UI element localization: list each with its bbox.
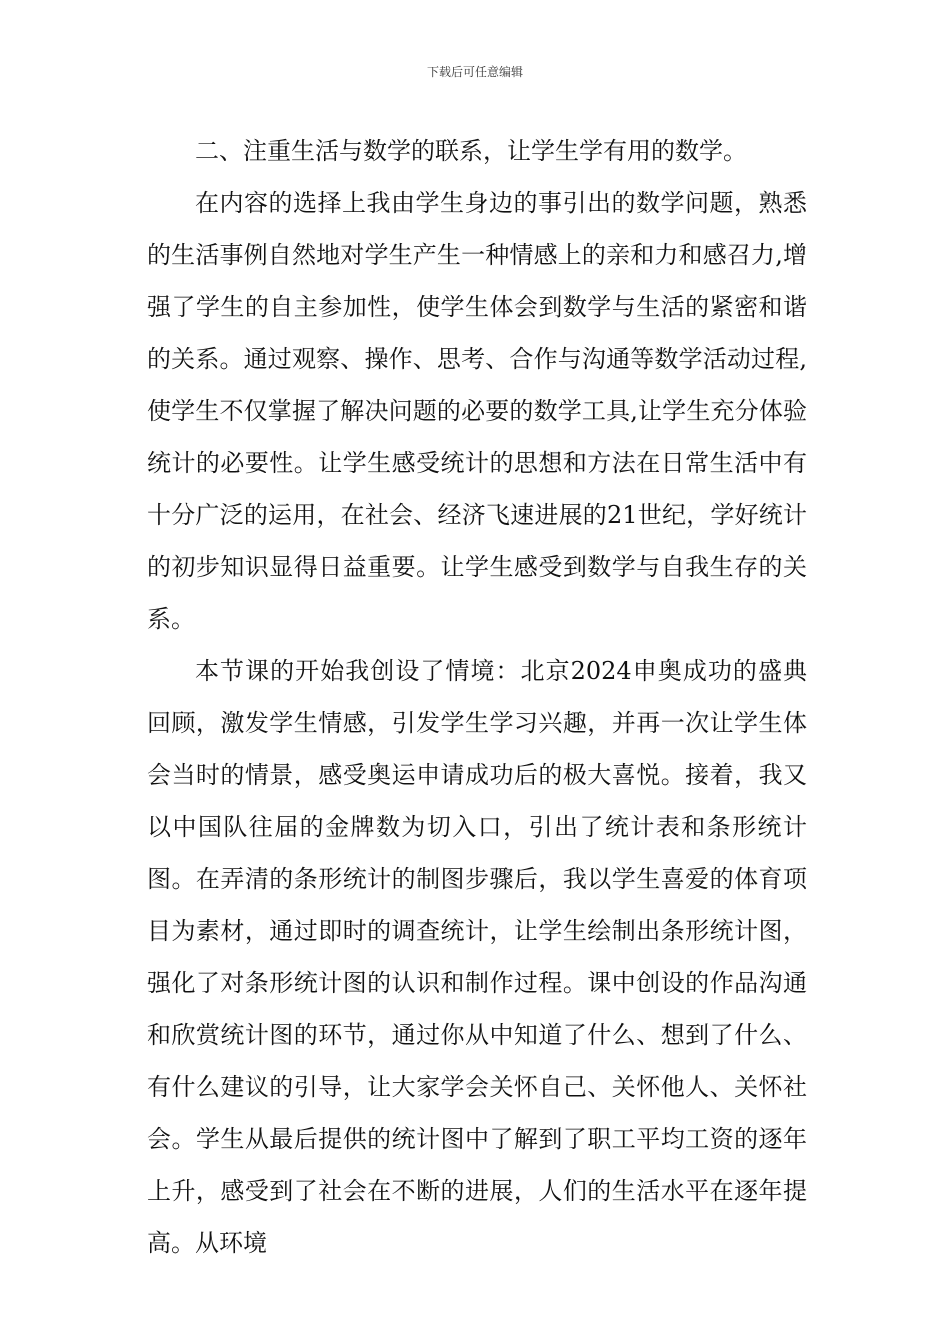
document-body [147, 125, 807, 1269]
header-note: 下载后可任意编辑 [426, 65, 523, 79]
paragraph-2: 本节课的开始我创设了情境：北京2024申奥成功的盛典回顾，激发学生情感，引发学生学习兴趣，并再一次让学生体会当时的情景，感受奥运申请成功后的极大喜悦。接着，我又以中国队往届的金牌数为切入口，引出了统计表和条形统计图。在弄清的条形统计的制图步骤后，我以学生喜爱的体育项目为素材，通过即时的调查统计，让学生绘制出条形统计图，强化了对条形统计图的认识和制作过程。课中创设的作品沟通和欣赏统计图的环节，通过你从中知道了什么、想到了什么、有什么建议的引导，让大家学会关怀自己、关怀他人、关怀社会。学生从最后提供的统计图中了解到了职工平均工资的逐年上升，感受到了社会在不断的进展，人们的生活水平在逐年提高。从环境 [147, 657, 807, 1257]
section-heading: 二、注重生活与数学的联系，让学生学有用的数学。 [195, 137, 747, 165]
paragraph-1: 在内容的选择上我由学生身边的事引出的数学问题，熟悉的生活事例自然地对学生产生一种情感上的亲和力和感召力,增强了学生的自主参加性，使学生体会到数学与生活的紧密和谐的关系。通过观察、操作、思考、合作与沟通等数学活动过程,使学生不仅掌握了解决问题的必要的数学工具,让学生充分体验统计的必要性。让学生感受统计的思想和方法在日常生活中有十分广泛的运用，在社会、经济飞速进展的21世纪，学好统计的初步知识显得日益重要。让学生感受到数学与自我生存的关系。 [147, 189, 807, 633]
